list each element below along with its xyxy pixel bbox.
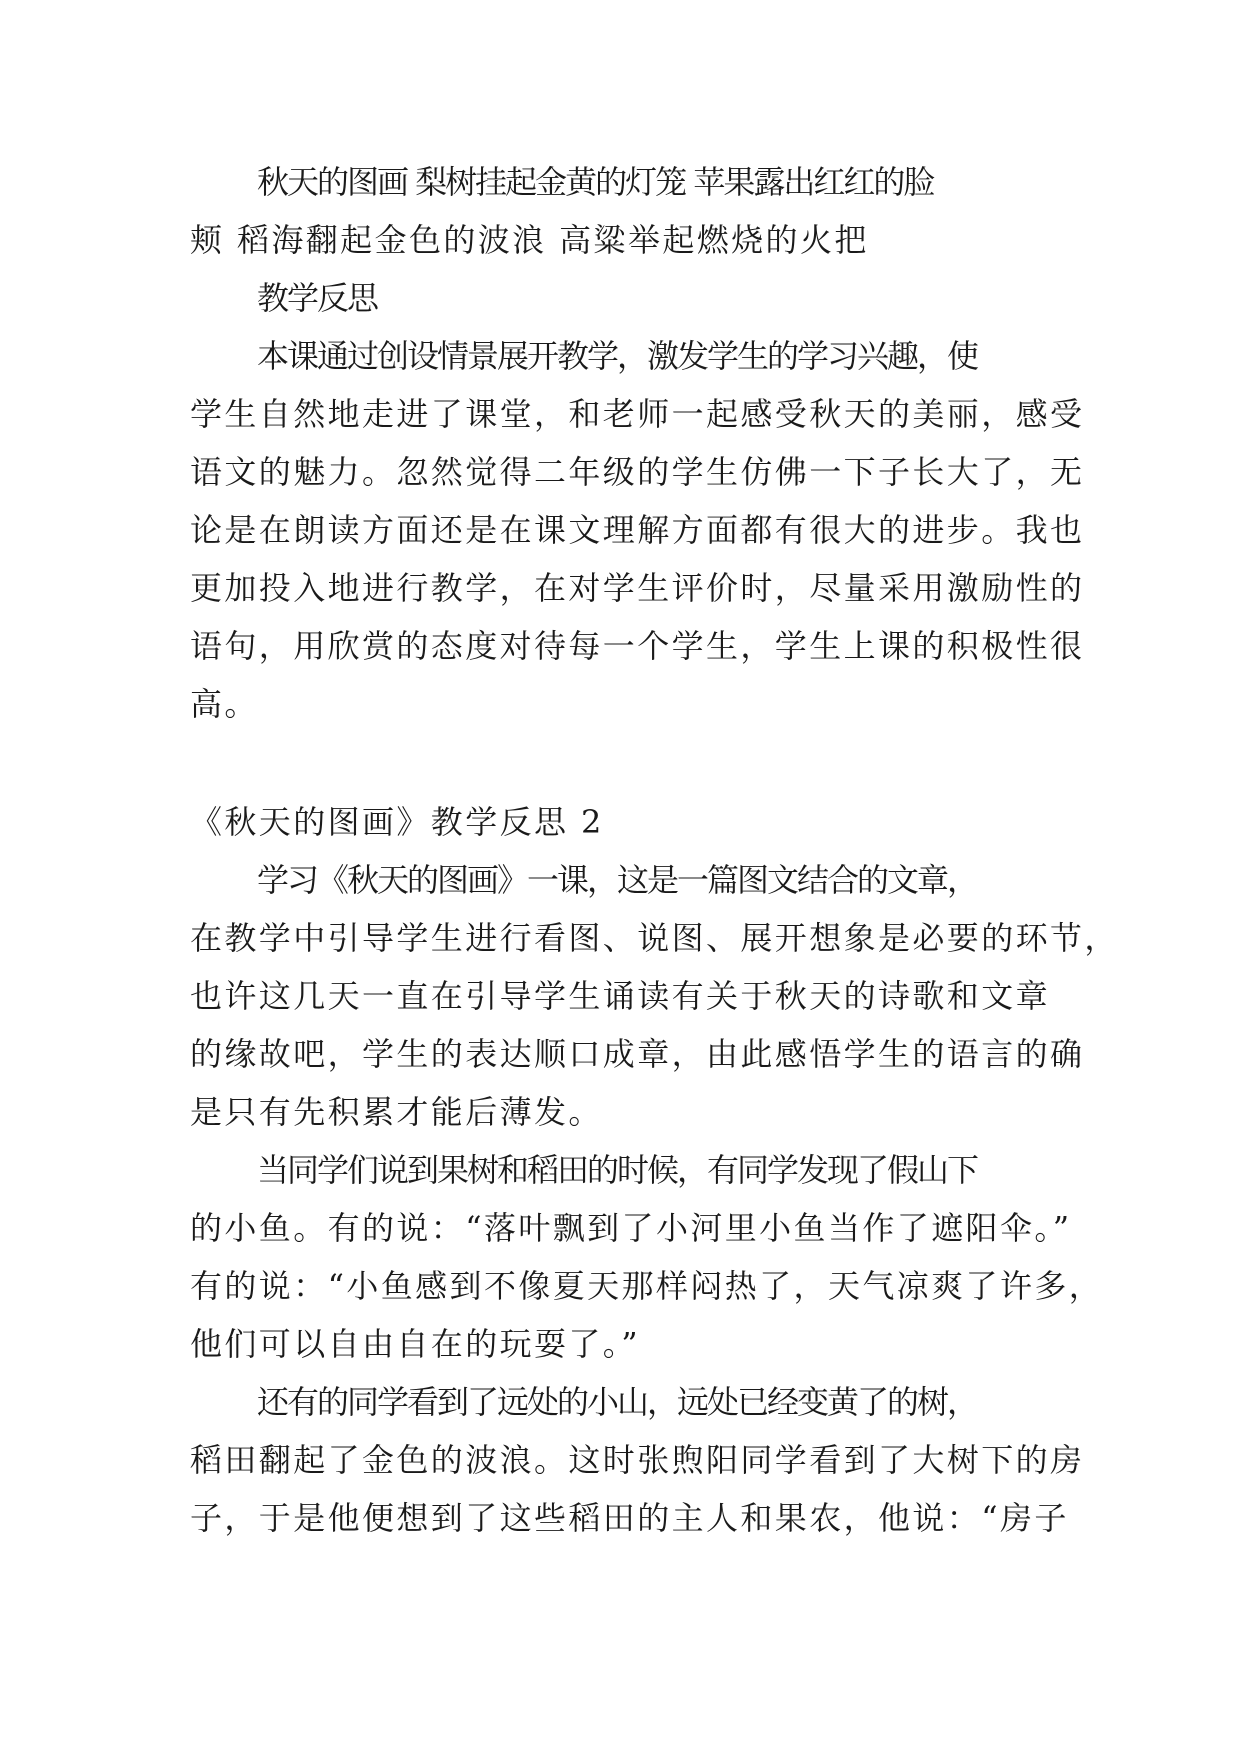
poem-line: 秋天的图画 梨树挂起金黄的灯笼 苹果露出红红的脸 xyxy=(257,163,934,201)
paragraph-line: 他们可以自由自在的玩耍了。” xyxy=(190,1325,640,1363)
paragraph-line: 稻田翻起了金色的波浪。这时张煦阳同学看到了大树下的房 xyxy=(190,1441,1085,1479)
paragraph-line: 的缘故吧，学生的表达顺口成章，由此感悟学生的语言的确 xyxy=(190,1035,1085,1073)
paragraph-line: 当同学们说到果树和稻田的时候，有同学发现了假山下 xyxy=(257,1151,978,1189)
paragraph-line: 也许这几天一直在引导学生诵读有关于秋天的诗歌和文章 xyxy=(190,977,1051,1015)
paragraph-line: 本课通过创设情景展开教学，激发学生的学习兴趣，使 xyxy=(257,337,978,375)
paragraph-line: 有的说：“小鱼感到不像夏天那样闷热了，天气凉爽了许多， xyxy=(190,1267,1104,1305)
paragraph-line: 更加投入地进行教学，在对学生评价时，尽量采用激励性的 xyxy=(190,569,1085,607)
paragraph-line: 学习《秋天的图画》一课，这是一篇图文结合的文章， xyxy=(257,861,978,899)
paragraph-line: 语句，用欣赏的态度对待每一个学生，学生上课的积极性很 xyxy=(190,627,1085,665)
paragraph-line: 学生自然地走进了课堂，和老师一起感受秋天的美丽，感受 xyxy=(190,395,1085,433)
paragraph-line: 在教学中引导学生进行看图、说图、展开想象是必要的环节， xyxy=(190,919,1119,957)
paragraph-line: 语文的魅力。忽然觉得二年级的学生仿佛一下子长大了，无 xyxy=(190,453,1085,491)
paragraph-line: 高。 xyxy=(190,685,259,723)
poem-line: 颊 稻海翻起金色的波浪 高粱举起燃烧的火把 xyxy=(190,221,869,259)
section-title: 《秋天的图画》教学反思 2 xyxy=(190,803,604,841)
paragraph-line: 子，于是他便想到了这些稻田的主人和果农，他说：“房子 xyxy=(190,1499,1069,1537)
paragraph-line: 论是在朗读方面还是在课文理解方面都有很大的进步。我也 xyxy=(190,511,1085,549)
paragraph-line: 的小鱼。有的说：“落叶飘到了小河里小鱼当作了遮阳伞。” xyxy=(190,1209,1072,1247)
paragraph-line: 是只有先积累才能后薄发。 xyxy=(190,1093,603,1131)
reflection-heading: 教学反思 xyxy=(257,279,378,317)
paragraph-line: 还有的同学看到了远处的小山，远处已经变黄了的树， xyxy=(257,1383,978,1421)
